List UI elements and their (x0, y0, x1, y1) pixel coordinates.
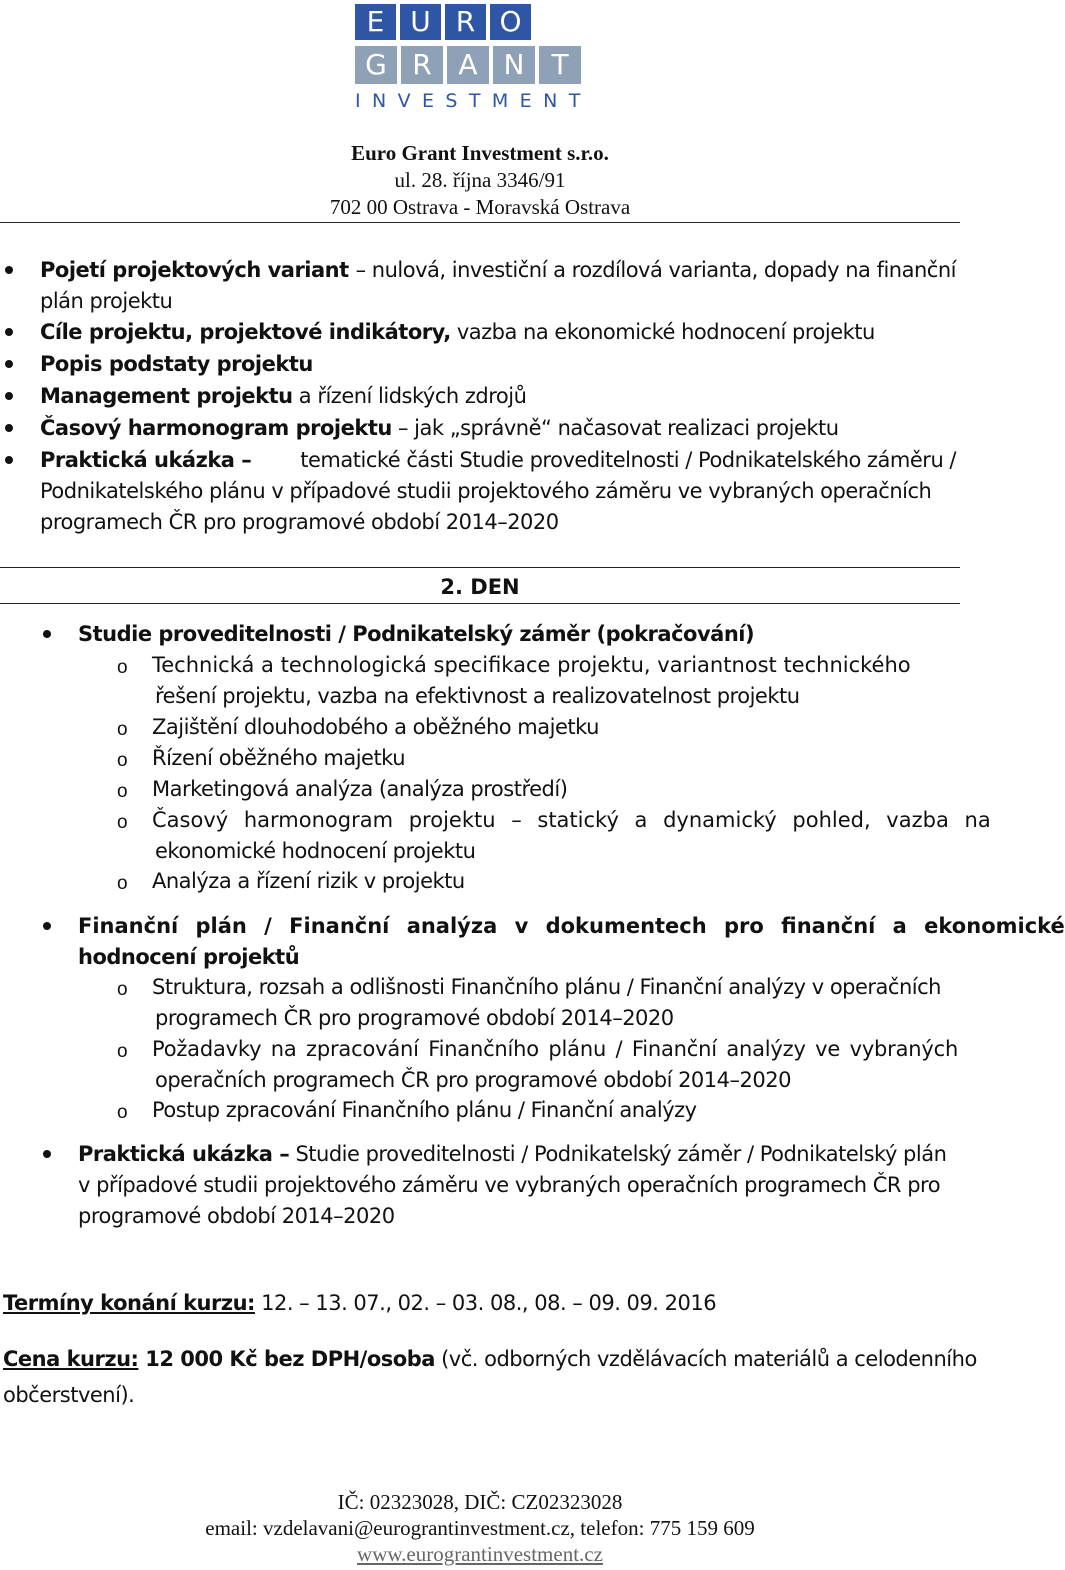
bullet-icon (43, 922, 51, 930)
day-heading: 2. DEN (440, 575, 520, 599)
company-city: 702 00 Ostrava - Moravská Ostrava (329, 195, 631, 219)
logo-row-grant (355, 46, 603, 84)
sub-item-procedure: Postup zpracování Finančního plánu / Finanční analýzy (152, 1098, 697, 1122)
sub-bullet-icon: o (117, 781, 128, 802)
section-demo-line3: programové období 2014–2020 (78, 1204, 395, 1228)
logo-wordmark: INVESTMENT (355, 90, 592, 112)
bullet-title: Management projektu (40, 384, 293, 408)
company-name: Euro Grant Investment s.r.o. (351, 141, 609, 165)
bullet-icon (5, 360, 13, 368)
sub-item-requirements-line1: Požadavky na zpracování Finančního plánu / Finanční analýzy ve vybraných (152, 1037, 959, 1061)
section-financial-title-line2: hodnocení projektů (78, 945, 300, 969)
bullet-variants-line2: plán projektu (40, 289, 173, 313)
course-price-line2: občerstvení). (3, 1383, 135, 1407)
bullet-description: Popis podstaty projektu (40, 352, 313, 376)
logo-tile: R (401, 46, 443, 84)
bullet-goals (40, 317, 875, 347)
bullet-icon (43, 630, 51, 638)
sub-item-schedule-line2: ekonomické hodnocení projektu (155, 839, 476, 863)
section-demo-line2: v případové studii projektového záměru ve vybraných operačních programech ČR pro (78, 1173, 941, 1197)
bullet-text: – nulová, investiční a rozdílová varianta, dopady na finanční (355, 258, 956, 282)
logo-tile: R (445, 4, 486, 40)
logo-tile: U (400, 4, 441, 40)
course-dates-label: Termíny konání kurzu: (3, 1291, 255, 1315)
bullet-demo-line2: Podnikatelského plánu v případové studii projektového záměru ve vybraných operačních (40, 479, 932, 503)
sub-item-technical-line2: řešení projektu, vazba na efektivnost a realizovatelnost projektu (155, 684, 800, 708)
company-street: ul. 28. října 3346/91 (394, 168, 566, 192)
bullet-text: a řízení lidských zdrojů (292, 384, 527, 408)
logo-row-euro (355, 4, 603, 40)
section-feasibility-title: Studie proveditelnosti / Podnikatelský záměr (pokračování) (78, 622, 755, 646)
logo-tile: A (447, 46, 489, 84)
bullet-icon (5, 424, 13, 432)
sub-bullet-icon: o (117, 873, 128, 894)
bullet-title: Praktická ukázka – (40, 448, 252, 472)
section-demo-title: Praktická ukázka – (78, 1142, 290, 1166)
sub-item-structure-line2: programech ČR pro programové období 2014–2020 (155, 1006, 674, 1030)
sub-item-requirements-line2: operačních programech ČR pro programové období 2014–2020 (155, 1068, 791, 1092)
logo-tile: E (355, 4, 396, 40)
bullet-text: – jak „správně“ načasovat realizaci projektu (391, 416, 839, 440)
sub-bullet-icon: o (117, 657, 128, 678)
bullet-title: Pojetí projektových variant (40, 258, 349, 282)
sub-bullet-icon: o (117, 812, 128, 833)
logo-tile: G (355, 46, 397, 84)
sub-bullet-icon: o (117, 979, 128, 1000)
bullet-title: Cíle projektu, projektové indikátory, (40, 320, 451, 344)
day-divider-bottom (0, 603, 960, 604)
sub-item-schedule-line1: Časový harmonogram projektu – statický a dynamický pohled, vazba na (152, 808, 991, 832)
section-demo-line1 (78, 1139, 946, 1169)
course-dates-value: 12. – 13. 07., 02. – 03. 08., 08. – 09. 09. 2016 (254, 1291, 717, 1315)
bullet-text: vazba na ekonomické hodnocení projektu (450, 320, 875, 344)
bullet-icon (43, 1150, 51, 1158)
logo-tile: T (539, 46, 581, 84)
sub-bullet-icon: o (117, 1102, 128, 1123)
sub-item-technical-line1: Technická a technologická specifikace projektu, variantnost technického (152, 653, 911, 677)
company-logo (355, 4, 603, 112)
logo-tile: N (493, 46, 535, 84)
bullet-icon (5, 456, 13, 464)
sub-item-assets: Zajištění dlouhodobého a oběžného majetku (152, 715, 599, 739)
bullet-icon (5, 266, 13, 274)
bullet-icon (5, 392, 13, 400)
course-price-note: (vč. odborných vzdělávacích materiálů a celodenního (434, 1347, 977, 1371)
bullet-management (40, 381, 526, 411)
course-price-value: 12 000 Kč bez DPH/osoba (138, 1347, 435, 1371)
logo-tile: O (490, 4, 531, 40)
bullet-title: Časový harmonogram projektu (40, 416, 392, 440)
sub-item-structure-line1: Struktura, rozsah a odlišnosti Finančního plánu / Finanční analýzy v operačních (152, 975, 941, 999)
course-price-line1 (3, 1344, 977, 1374)
course-price-label: Cena kurzu: (3, 1347, 139, 1371)
sub-bullet-icon: o (117, 1041, 128, 1062)
section-demo-text: Studie proveditelnosti / Podnikatelský záměr / Podnikatelský plán (289, 1142, 947, 1166)
footer-contact: email: vzdelavani@eurograntinvestment.cz, telefon: 775 159 609 (205, 1516, 755, 1540)
sub-item-risks: Analýza a řízení rizik v projektu (152, 869, 465, 893)
sub-bullet-icon: o (117, 719, 128, 740)
sub-item-current-assets: Řízení oběžného majetku (152, 746, 406, 770)
footer-company-ids: IČ: 02323028, DIČ: CZ02323028 (337, 1490, 623, 1514)
sub-item-marketing: Marketingová analýza (analýza prostředí) (152, 777, 568, 801)
bullet-demo-line1 (40, 445, 956, 475)
bullet-variants-line1 (40, 255, 956, 285)
sub-bullet-icon: o (117, 750, 128, 771)
header-divider (0, 222, 960, 223)
bullet-text: tematické části Studie proveditelnosti / Podnikatelského záměru / (300, 448, 956, 472)
course-dates (3, 1288, 716, 1318)
bullet-schedule (40, 413, 839, 443)
footer-website-link[interactable]: www.eurograntinvestment.cz (357, 1542, 603, 1566)
day-divider-top (0, 567, 960, 568)
bullet-icon (5, 328, 13, 336)
bullet-demo-line3: programech ČR pro programové období 2014–2020 (40, 510, 559, 534)
section-financial-title-line1: Finanční plán / Finanční analýza v dokumentech pro finanční a ekonomické (78, 914, 1065, 938)
